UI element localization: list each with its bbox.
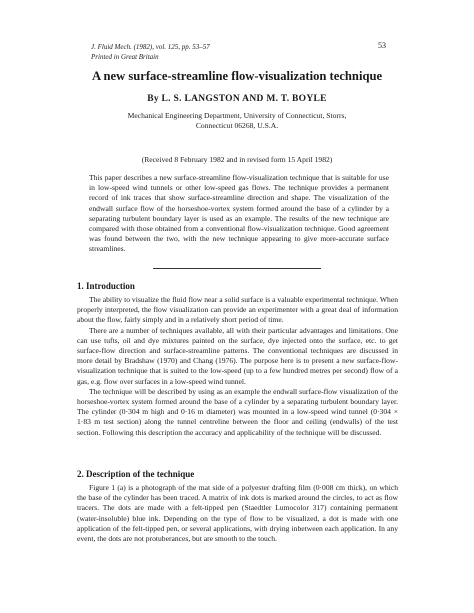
received-dates: (Received 8 February 1982 and in revised form 15 April 1982)	[141, 155, 333, 164]
section-body-introduction	[77, 295, 398, 438]
abstract: This paper describes a new surface-streamline flow-visualization technique that is suitable for use in low-speed wind tunnels or other low-speed gas flows. The technique provides a permanent record of ink traces that show surface-streamline direction and shape. The visualization of the endwall surface flow of the horseshoe-vortex system formed around the base of a cylinder by a separating turbulent boundary layer is used as an example. The results of the new technique are compared with those obtained from a conventional flow-visualization technique. Good agreement was found between the two, with the new technique appearing to give more-accurate surface streamlines.	[89, 173, 389, 254]
paragraph: There are a number of techniques available, all with their particular advantages and limitations. One can use tufts, oil and dye mixtures painted on the surface, dye injected onto the surface, etc. to get surface-flow direction and surface-streamline patterns. The conventional techniques are discussed in more detail by Bradshaw (1970) and Chang (1976). The purpose here is to present a new surface-flow-visualization technique that is suited to the low-speed (up to a few hundred metres per second) flow of a gas, e.g. flow over surfaces in a low-speed wind tunnel.	[77, 325, 398, 386]
affiliation-line-2: Connecticut 06268, U.S.A.	[195, 120, 279, 130]
paragraph: The ability to visualize the fluid flow near a solid surface is a valuable experimental technique. When properly interpreted, the flow visualization can provide an experimenter with a great deal of information about the flow, fairly simply and in a relatively short period of time.	[77, 295, 398, 325]
paper-title: A new surface-streamline flow-visualization technique	[91, 69, 383, 83]
section-divider	[153, 268, 321, 269]
page-number: 53	[378, 41, 386, 50]
printed-in-line: Printed in Great Britain	[91, 53, 159, 61]
running-header	[91, 42, 210, 62]
paragraph: Figure 1 (a) is a photograph of the mat side of a polyester drafting film (0·008 cm thick), on which the base of the cylinder has been traced. A matrix of ink dots is marked around the circles, to act as flow tracers. The dots are made with a felt-tipped pen (Staedtler Lumocolor 317) containing permanent (water-insoluble) blue ink. Depending on the type of flow to be visualized, a dot is made with one application of the felt-tipped pen, or several applications, with drying inbetween each application. In any event, the dots are not protuberances, but are smooth to the touch.	[77, 483, 398, 544]
affiliation-line-1: Mechanical Engineering Department, University of Connecticut, Storrs,	[127, 111, 347, 120]
section-heading-technique: 2. Description of the technique	[77, 469, 195, 479]
paragraph: The technique will be described by using as an example the endwall surface-flow visualization of the horseshoe-vortex system formed around the base of a cylinder by a separating turbulent boundary layer. The cylinder (0·304 m high and 0·16 m diameter) was mounted in a low-speed wind tunnel (0·304 × 1·83 m test section) along the tunnel centreline between the floor and ceiling (endwalls) of the test section. Following this description the accuracy and applicability of the technique will be discussed.	[77, 386, 398, 437]
section-body-technique	[77, 483, 398, 544]
affiliation	[70, 111, 404, 130]
author-line: By L. S. LANGSTON AND M. T. BOYLE	[147, 94, 327, 104]
section-heading-introduction: 1. Introduction	[77, 281, 135, 291]
journal-citation: J. Fluid Mech. (1982), vol. 125, pp. 53–57	[91, 43, 210, 51]
